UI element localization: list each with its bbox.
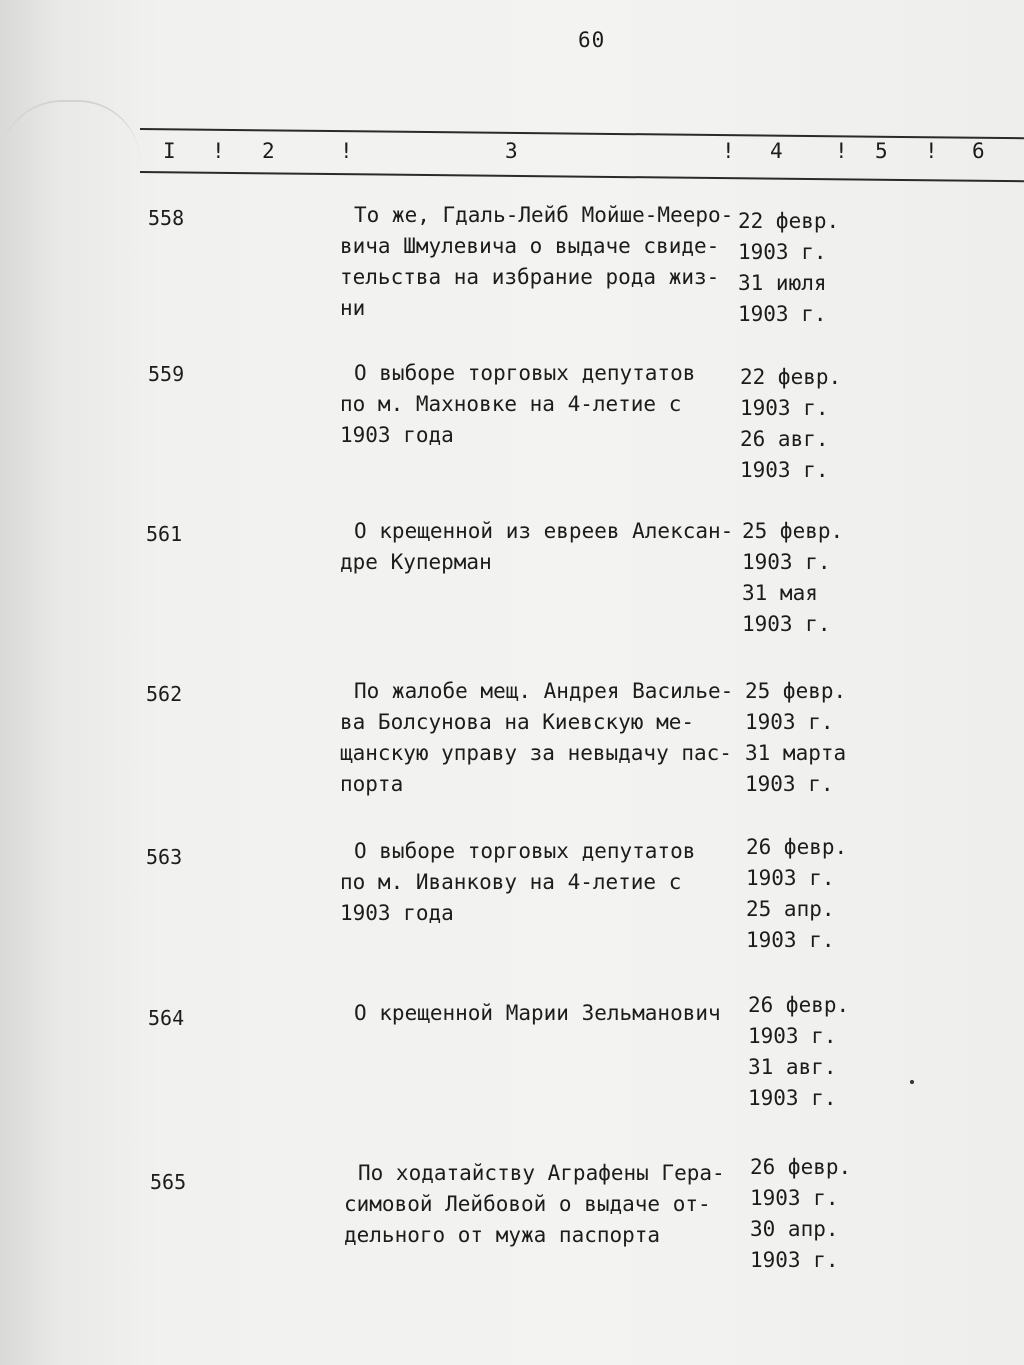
- entry-number: 558: [148, 206, 185, 230]
- entry-title: [340, 998, 721, 1029]
- date-line: 1903 г.: [748, 1024, 837, 1048]
- date-line: 1903 г.: [748, 1086, 837, 1110]
- entry-dates: [740, 362, 841, 486]
- column-header-6: 6: [972, 139, 985, 163]
- date-line: 1903 г.: [742, 550, 831, 574]
- date-line: 31 июля: [738, 271, 827, 295]
- entry-number: 559: [148, 362, 185, 386]
- column-separator: !: [925, 139, 938, 163]
- date-line: 1903 г.: [745, 710, 834, 734]
- entry-number: 563: [146, 845, 183, 869]
- title-line: по м. Махновке на 4-летие с: [340, 392, 682, 416]
- title-line: симовой Лейбовой о выдаче от-: [344, 1192, 711, 1216]
- title-line: ва Болсунова на Киевскую ме-: [340, 710, 695, 734]
- title-line: О выборе торговых депутатов: [354, 839, 696, 863]
- title-line: вича Шмулевича о выдаче свиде-: [340, 234, 720, 258]
- entry-number: 562: [146, 682, 183, 706]
- column-header-2: 2: [262, 139, 275, 163]
- date-line: 1903 г.: [745, 772, 834, 796]
- entry-dates: [742, 516, 843, 640]
- title-line: щанскую управу за невыдачу пас-: [340, 741, 732, 765]
- column-separator: !: [212, 139, 225, 163]
- title-line: тельства на избрание рода жиз-: [340, 265, 720, 289]
- entry-title: [340, 516, 733, 578]
- entry-title: [340, 200, 733, 324]
- entry-title: [344, 1158, 725, 1251]
- date-line: 22 февр.: [740, 365, 842, 389]
- entry-title: [340, 836, 695, 929]
- entry-dates: [750, 1152, 851, 1276]
- entry-dates: [748, 990, 849, 1114]
- date-line: 25 февр.: [742, 519, 844, 543]
- entry-number: 561: [146, 522, 183, 546]
- title-line: По жалобе мещ. Андрея Василье-: [354, 679, 734, 703]
- entry-dates: [738, 206, 839, 330]
- column-separator: !: [340, 139, 353, 163]
- title-line: дре Куперман: [340, 550, 492, 574]
- entry-dates: [746, 832, 847, 956]
- date-line: 25 февр.: [745, 679, 847, 703]
- column-header-1: I: [163, 139, 176, 163]
- date-line: 1903 г.: [742, 612, 831, 636]
- table-top-rule: [140, 128, 1024, 139]
- column-header-4: 4: [770, 139, 783, 163]
- date-line: 1903 г.: [740, 396, 829, 420]
- date-line: 1903 г.: [746, 866, 835, 890]
- show-through-text: [310, 555, 334, 645]
- column-header-3: 3: [505, 139, 518, 163]
- title-line: По ходатайству Аграфены Гера-: [358, 1161, 725, 1185]
- date-line: 26 февр.: [750, 1155, 852, 1179]
- date-line: 22 февр.: [738, 209, 840, 233]
- date-line: 1903 г.: [738, 302, 827, 326]
- date-line: 25 апр.: [746, 897, 835, 921]
- entry-title: [340, 676, 733, 800]
- title-line: ни: [340, 296, 366, 320]
- title-line: дельного от мужа паспорта: [344, 1223, 661, 1247]
- date-line: 26 февр.: [748, 993, 850, 1017]
- column-separator: !: [835, 139, 848, 163]
- entry-dates: [745, 676, 846, 800]
- date-line: 30 апр.: [750, 1217, 839, 1241]
- title-line: 1903 года: [340, 423, 454, 447]
- page-fold-mark: [0, 100, 140, 162]
- entry-title: [340, 358, 695, 451]
- entry-number: 565: [150, 1170, 187, 1194]
- title-line: по м. Иванкову на 4-летие с: [340, 870, 682, 894]
- date-line: 1903 г.: [746, 928, 835, 952]
- page-number: 60: [578, 28, 606, 52]
- title-line: О крещенной Марии Зельманович: [354, 1001, 721, 1025]
- title-line: О выборе торговых депутатов: [354, 361, 696, 385]
- date-line: 26 авг.: [740, 427, 829, 451]
- date-line: 1903 г.: [740, 458, 829, 482]
- date-line: 31 марта: [745, 741, 847, 765]
- column-separator: !: [722, 139, 735, 163]
- date-line: 26 февр.: [746, 835, 848, 859]
- column-header-5: 5: [875, 139, 888, 163]
- date-line: 1903 г.: [750, 1186, 839, 1210]
- date-line: 1903 г.: [738, 240, 827, 264]
- date-line: 1903 г.: [750, 1248, 839, 1272]
- date-line: 31 авг.: [748, 1055, 837, 1079]
- table-header-rule: [140, 171, 1024, 182]
- title-line: О крещенной из евреев Алексан-: [354, 519, 734, 543]
- title-line: 1903 года: [340, 901, 454, 925]
- entry-number: 564: [148, 1006, 185, 1030]
- title-line: То же, Гдаль-Лейб Мойше-Мееро-: [354, 203, 734, 227]
- ink-speck: [910, 1080, 914, 1084]
- date-line: 31 мая: [742, 581, 818, 605]
- title-line: порта: [340, 772, 404, 796]
